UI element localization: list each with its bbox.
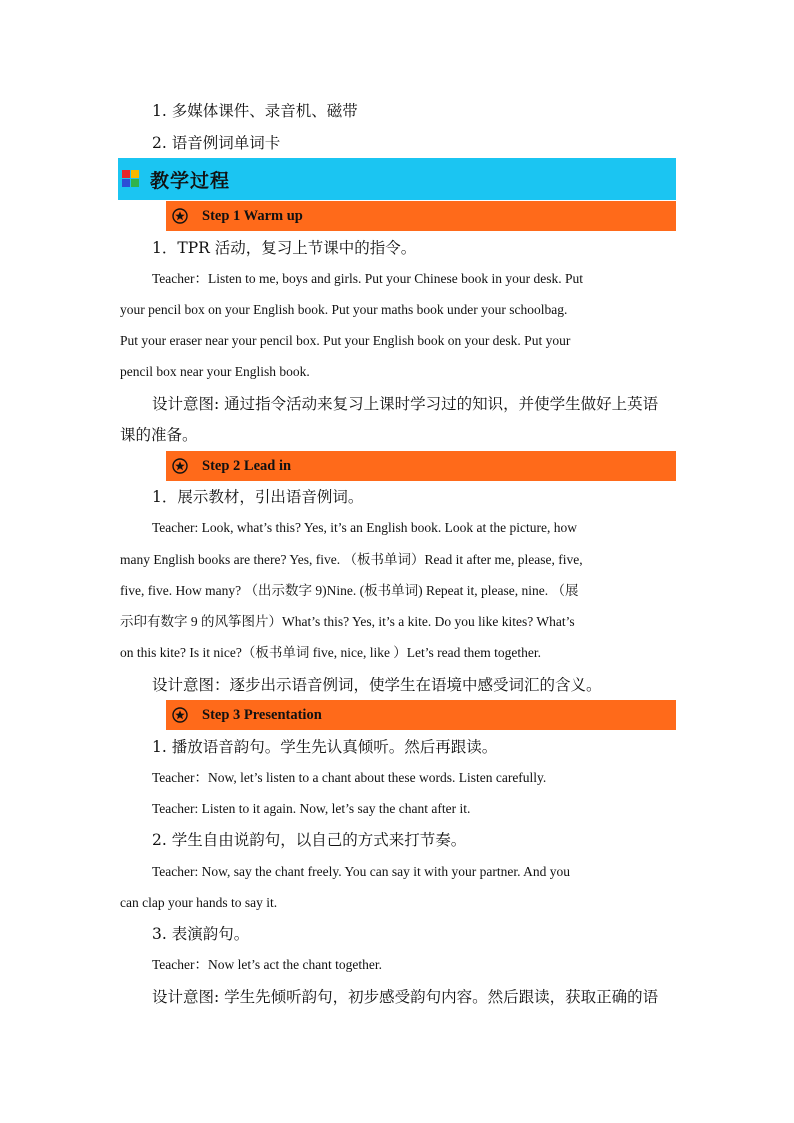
- step1-teacher-line-3: Put your eraser near your pencil box. Put your English book on your desk. Put your: [120, 333, 571, 348]
- step3-teacher-line-1: Teacher：Now, let’s listen to a chant about these words. Listen carefully.: [152, 770, 547, 785]
- step-1-label: Step 1 Warm up: [202, 207, 303, 224]
- step2-heading: 1．展示教材，引出语音例词。: [152, 488, 364, 506]
- step3-teacher-line-2: Teacher: Listen to it again. Now, let’s say the chant after it.: [152, 801, 471, 816]
- star-circle-icon: [172, 208, 188, 224]
- step1-teacher-line-2: your pencil box on your English book. Put your maths book under your schoolbag.: [120, 302, 568, 317]
- step2-teacher-line-4: 示印有数字 9 的风筝图片）What’s this? Yes, it’s a kite. Do you like kites? What’s: [120, 614, 575, 629]
- step2-teacher-line-3: five, five. How many? （出示数字 9)Nine. (板书单词) Repeat it, please, nine. （展: [120, 583, 579, 598]
- step2-teacher-line-1: Teacher: Look, what’s this? Yes, it’s an English book. Look at the picture, how: [152, 520, 577, 535]
- step-2-label: Step 2 Lead in: [202, 457, 292, 474]
- step-2-header: [166, 451, 676, 481]
- step2-teacher-line-5: on this kite? Is it nice?（板书单词 five, nice, like ）Let’s read them together.: [120, 645, 542, 660]
- step3-teacher-line-4: Teacher：Now let’s act the chant together.: [152, 957, 382, 972]
- step-1-header: [166, 201, 676, 231]
- step3-heading-1: 1. 播放语音韵句。学生先认真倾听。然后再跟读。: [152, 738, 498, 756]
- star-circle-icon: [172, 458, 188, 474]
- step1-teacher-line-4: pencil box near your English book.: [120, 364, 310, 379]
- star-circle-icon: [172, 707, 188, 723]
- step3-teacher-line-3a: Teacher: Now, say the chant freely. You can say it with your partner. And you: [152, 864, 570, 879]
- step1-intent-line-1: 设计意图: 通过指令活动来复习上课时学习过的知识，并使学生做好上英语: [152, 395, 659, 413]
- step3-heading-3: 3. 表演韵句。: [152, 925, 250, 943]
- materials-item-2: 2. 语音例词单词卡: [152, 134, 281, 152]
- step1-teacher-line-1: Teacher：Listen to me, boys and girls. Put your Chinese book in your desk. Put: [152, 271, 583, 286]
- step3-intent: 设计意图: 学生先倾听韵句，初步感受韵句内容。然后跟读，获取正确的语: [152, 988, 659, 1006]
- step2-teacher-line-2: many English books are there? Yes, five. （板书单词）Read it after me, please, five,: [120, 552, 583, 567]
- step2-intent: 设计意图：逐步出示语音例词，使学生在语境中感受词汇的含义。: [152, 676, 602, 694]
- step-3-label: Step 3 Presentation: [202, 706, 322, 723]
- section-header-teaching-process: [118, 158, 676, 200]
- section-title: 教学过程: [150, 169, 231, 192]
- step3-teacher-line-3b: can clap your hands to say it.: [120, 895, 278, 910]
- step1-intent-line-2: 课的准备。: [120, 426, 198, 444]
- step-3-header: [166, 700, 676, 730]
- colorful-squares-icon: [122, 170, 140, 188]
- step1-heading: 1．TPR 活动，复习上节课中的指令。: [152, 239, 417, 257]
- materials-item-1: 1. 多媒体课件、录音机、磁带: [152, 102, 358, 120]
- step3-heading-2: 2. 学生自由说韵句，以自己的方式来打节奏。: [152, 831, 467, 849]
